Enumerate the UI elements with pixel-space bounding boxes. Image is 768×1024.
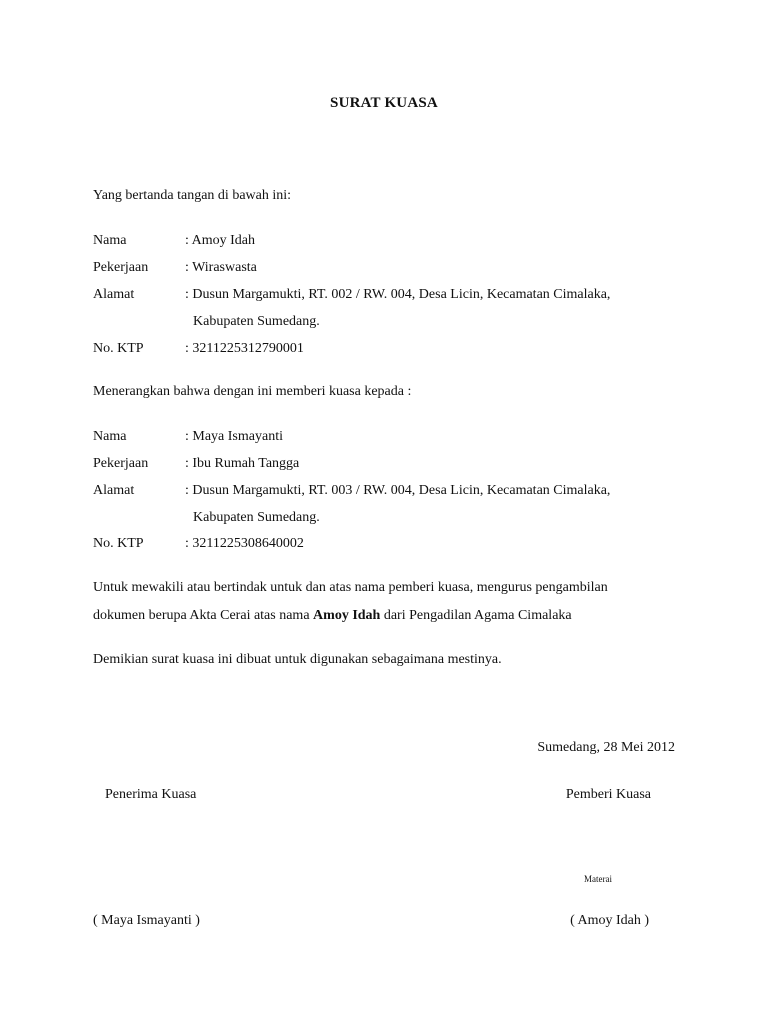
grantor-address-label: Alamat	[93, 287, 135, 302]
purpose-line-2	[93, 607, 572, 625]
grantee-address-line2: Kabupaten Sumedang.	[193, 510, 320, 525]
grantee-ktp-label: No. KTP	[93, 536, 144, 551]
recipient-label: Penerima Kuasa	[105, 787, 197, 802]
grantor-ktp-label: No. KTP	[93, 341, 144, 356]
grantor-address-line1: : Dusun Margamukti, RT. 002 / RW. 004, Desa Licin, Kecamatan Cimalaka,	[185, 287, 611, 302]
intro-text: Yang bertanda tangan di bawah ini:	[93, 188, 292, 203]
document-title: SURAT KUASA	[330, 95, 438, 111]
purpose-line-2-suffix: dari Pengadilan Agama Cimalaka	[380, 608, 572, 623]
grantee-address-line1: : Dusun Margamukti, RT. 003 / RW. 004, Desa Licin, Kecamatan Cimalaka,	[185, 483, 611, 498]
grantor-name-value: : Amoy Idah	[185, 233, 255, 248]
grantor-ktp-value: : 3211225312790001	[185, 341, 304, 356]
recipient-name: ( Maya Ismayanti )	[93, 913, 200, 928]
giver-name: ( Amoy Idah )	[570, 913, 649, 928]
stamp-label: Materai	[584, 874, 612, 884]
grantee-name-label: Nama	[93, 429, 127, 444]
purpose-line-1: Untuk mewakili atau bertindak untuk dan atas nama pemberi kuasa, mengurus pengambilan	[93, 580, 608, 595]
closing-text: Demikian surat kuasa ini dibuat untuk digunakan sebagaimana mestinya.	[93, 652, 502, 667]
grantee-job-value: : Ibu Rumah Tangga	[185, 456, 300, 471]
grantee-name-value: : Maya Ismayanti	[185, 429, 283, 444]
grantor-job-value: : Wiraswasta	[185, 260, 257, 275]
purpose-line-2-bold-name: Amoy Idah	[313, 608, 381, 623]
place-date: Sumedang, 28 Mei 2012	[537, 740, 675, 755]
giver-label: Pemberi Kuasa	[565, 787, 651, 802]
grantee-address-label: Alamat	[93, 483, 135, 498]
grantor-name-label: Nama	[93, 233, 127, 248]
grantee-job-label: Pekerjaan	[93, 456, 149, 471]
grantee-ktp-value: : 3211225308640002	[185, 536, 304, 551]
grantor-address-line2: Kabupaten Sumedang.	[193, 314, 320, 329]
purpose-line-2-prefix: dokumen berupa Akta Cerai atas nama	[93, 608, 314, 623]
statement-text: Menerangkan bahwa dengan ini memberi kuasa kepada :	[93, 384, 412, 399]
grantor-job-label: Pekerjaan	[93, 260, 149, 275]
